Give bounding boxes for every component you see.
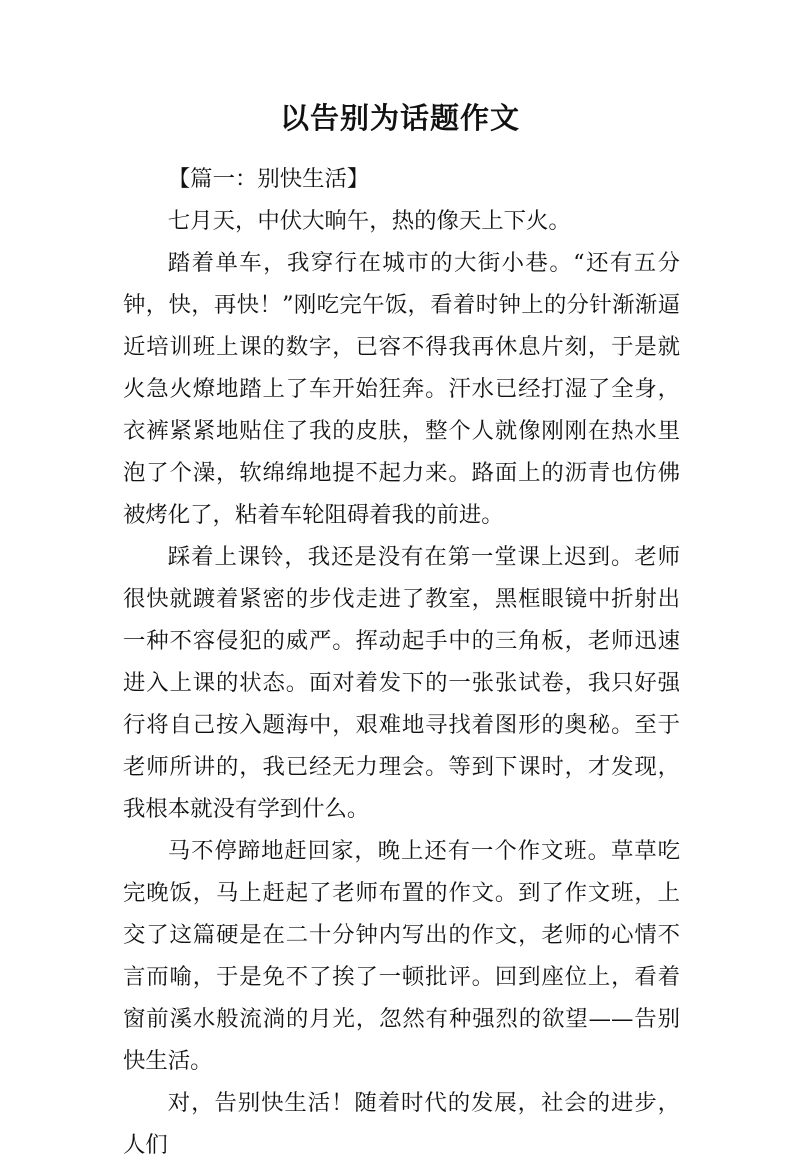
paragraph-3: 踩着上课铃，我还是没有在第一堂课上迟到。老师很快就踱着紧密的步伐走进了教室，黑框眼镜中折射出一种不容侵犯的威严。挥动起手中的三角板，老师迅速进入上课的状态。面对着发下的一张张试卷，我只好强行将自己按入题海中，艰难地寻找着图形的奥秘。至于老师所讲的，我已经无力理会。等到下课时，才发现，我根本就没有学到什么。 [123,544,680,822]
paragraph-2: 踏着单车，我穿行在城市的大街小巷。“还有五分钟，快，再快！”刚吃完午饭，看着时钟上的分针渐渐逼近培训班上课的数字，已容不得我再休息片刻，于是就火急火燎地踏上了车开始狂奔。汗水已经打湿了全身，衣裤紧紧地贴住了我的皮肤，整个人就像刚刚在热水里泡了个澡，软绵绵地提不起力来。路面上的沥青也仿佛被烤化了，粘着车轮阻碍着我的前进。 [123,250,680,528]
paragraph-5: 对，告别快生活！随着时代的发展，社会的进步，人们 [123,1090,680,1158]
paragraph-1: 七月天，中伏大晌午，热的像天上下火。 [167,208,571,234]
paragraph-4: 马不停蹄地赶回家，晚上还有一个作文班。草草吃完晚饭，马上赶起了老师布置的作文。到了作文班，上交了这篇硬是在二十分钟内写出的作文，老师的心情不言而喻，于是免不了挨了一顿批评。回到座位上，看着窗前溪水般流淌的月光，忽然有种强烈的欲望——告别快生活。 [123,838,680,1074]
section-heading: 【篇一：别快生活】 [167,166,370,192]
document-body [123,158,680,1166]
document-title: 以告别为话题作文 [279,101,520,135]
